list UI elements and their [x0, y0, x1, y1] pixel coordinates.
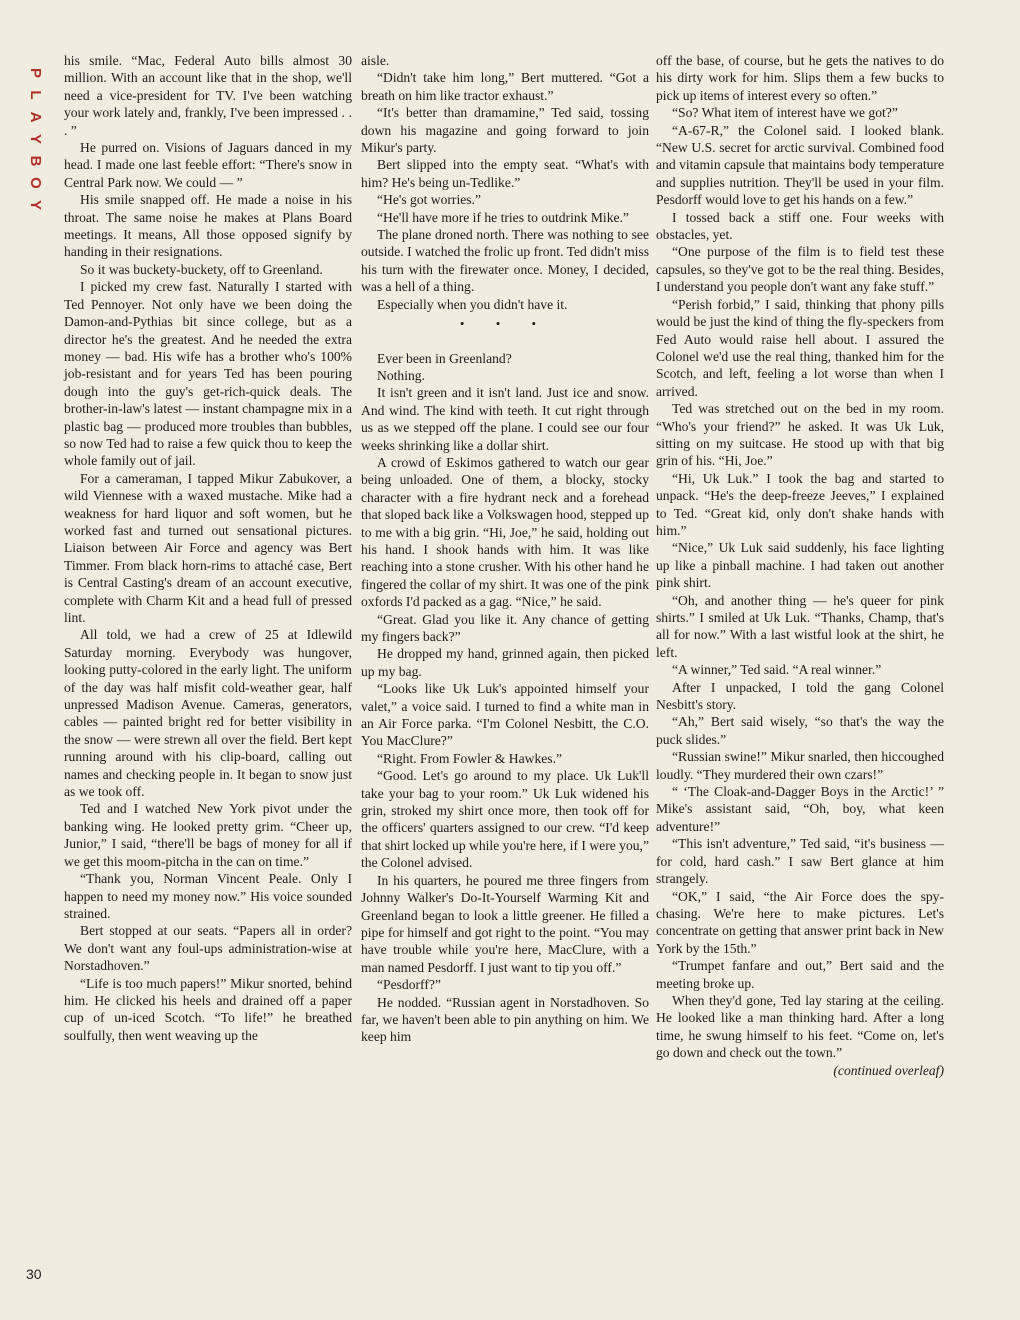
- paragraph: Bert slipped into the empty seat. “What's with him? He's being un-Tedlike.”: [361, 157, 649, 190]
- paragraph: “Trumpet fanfare and out,” Bert said and the meeting broke up.: [656, 958, 944, 991]
- paragraph: “Thank you, Norman Vincent Peale. Only I happen to need my money now.” His voice sounded strained.: [64, 871, 352, 921]
- paragraph: He purred on. Visions of Jaguars danced in my head. I made one last feeble effort: “There's snow in Central Park now. We could — ”: [64, 140, 352, 190]
- text-column-1: [64, 52, 352, 1044]
- paragraph: A crowd of Eskimos gathered to watch our gear being unloaded. One of them, a blocky, stocky character with a fire hydrant neck and a forehead that sloped back like a Volkswagen hood, stepped up to me with a big grin. “Hi, Joe,” he said, holding out his hand. I shook hands with him. It was like reaching into a stone crusher. With his other hand he fingered the collar of my shirt. It was one of the pink oxfords I'd packed as a gag. “Nice,” he said.: [361, 454, 649, 610]
- paragraph: “A winner,” Ted said. “A real winner.”: [672, 662, 882, 678]
- magazine-spine-logo: [14, 62, 50, 216]
- paragraph: Bert stopped at our seats. “Papers all in order? We don't want any foul-ups administration-wise at Norstadhoven.”: [64, 923, 352, 974]
- paragraph: Ever been in Greenland?: [377, 350, 512, 366]
- text-column-2: [361, 52, 649, 1046]
- paragraph: “So? What item of interest have we got?”: [672, 105, 898, 121]
- paragraph: “Russian swine!” Mikur snarled, then hiccoughed loudly. “They murdered their own czars!”: [656, 749, 944, 782]
- paragraph: So it was buckety-buckety, off to Greenland.: [80, 261, 323, 277]
- paragraph: “Perish forbid,” I said, thinking that phony pills would be just the kind of thing the fly-speckers from Fed Auto would raise hell about. I assured the Colonel we'd use the real thing, thanked him for the Scotch, and left, feeling a lot worse than when I arrived.: [656, 296, 944, 399]
- spine-letter: P: [27, 67, 44, 78]
- paragraph: “Right. From Fowler & Hawkes.”: [377, 750, 563, 766]
- paragraph: off the base, of course, but he gets the natives to do his dirty work for him. Slips them a few bucks to pick up items of interest every so often.”: [656, 53, 944, 103]
- paragraph: It isn't green and it isn't land. Just ice and snow. And wind. The kind with teeth. It cut right through us as we stepped off the plane. I could see our four weeks shrinking like a dollar shirt.: [361, 385, 649, 453]
- paragraph: “Hi, Uk Luk.” I took the bag and started to unpack. “He's the deep-freeze Jeeves,” I explained to Ted. “Great kid, only don't shake hands with him.”: [656, 470, 944, 538]
- paragraph: “Looks like Uk Luk's appointed himself your valet,” a voice said. I turned to find a white man in an Air Force parka. “I'm Colonel Nesbitt, the C.O. You MacClure?”: [361, 681, 649, 749]
- spine-letter: L: [27, 90, 44, 100]
- spine-letter: A: [27, 111, 44, 123]
- paragraph: “Life is too much papers!” Mikur snorted, behind him. He clicked his heels and drained off a paper cup of un-iced Scotch. “To life!” he breathed soulfully, then went weaving up the: [64, 975, 352, 1043]
- paragraph: He dropped my hand, grinned again, then picked up my bag.: [361, 646, 649, 679]
- paragraph: In his quarters, he poured me three fingers from Johnny Walker's Do-It-Yourself Warming Kit and Greenland began to look a little greener. He filled a pipe for himself and got right to the point. “You may have trouble while you're here, MacClure, with a man named Pesdorff. I just want to tip you off.”: [361, 872, 649, 975]
- paragraph: He nodded. “Russian agent in Norstadhoven. So far, we haven't been able to pin anything on him. We keep him: [361, 994, 649, 1045]
- paragraph: “Didn't take him long,” Bert muttered. “Got a breath on him like tractor exhaust.”: [361, 70, 649, 103]
- spine-letter: B: [27, 155, 44, 167]
- paragraph: aisle.: [361, 53, 390, 68]
- paragraph: “This isn't adventure,” Ted said, “it's business — for cold, hard cash.” I saw Bert glance at him strangely.: [656, 836, 944, 887]
- paragraph: “Great. Glad you like it. Any chance of getting my fingers back?”: [361, 611, 649, 644]
- paragraph: “A-67-R,” the Colonel said. I looked blank. “New U.S. secret for arctic survival. Combined food and vitamin capsule that maintains body temperature and supplies nutrition. They'll be used in your film. Pesdorff would love to get his hands on a few.”: [656, 122, 944, 208]
- paragraph: I tossed back a stiff one. Four weeks with obstacles, yet.: [656, 209, 944, 243]
- paragraph: “Pesdorff?”: [377, 977, 441, 993]
- paragraph: Especially when you didn't have it.: [377, 296, 568, 312]
- paragraph: “OK,” I said, “the Air Force does the spy-chasing. We're here to make pictures. Let's concentrate on getting that answer print back in New York by the 15th.”: [656, 888, 944, 956]
- paragraph: “ ‘The Cloak-and-Dagger Boys in the Arctic!’ ” Mike's assistant said, “Oh, boy, what keen adventure!”: [656, 784, 944, 834]
- paragraph: “It's better than dramamine,” Ted said, tossing down his magazine and going forward to join Mikur's party.: [361, 105, 649, 156]
- paragraph: All told, we had a crew of 25 at Idlewild Saturday morning. Everybody was hungover, looking putty-colored in the early light. The uniform of the day was half misfit cold-weather gear, half unpressed Madison Avenue. Cameras, generators, cables — painted bright red for better visibility in the snow — were strewn all over the field. Bert kept running around with his clip-board, calling out names and checking people in. It began to snow just as we took off.: [64, 627, 352, 800]
- section-break: • • •: [459, 316, 551, 332]
- page-number: 30: [26, 1266, 42, 1282]
- paragraph: Ted was stretched out on the bed in my room. “Who's your friend?” he asked. It was Uk Luk, sitting on my suitcase. He stood up with that big grin of his. “Hi, Joe.”: [656, 401, 944, 469]
- paragraph: I picked my crew fast. Naturally I started with Ted Pennoyer. Not only have we been doing the Damon-and-Pythias bit since college, but as a director he's the greatest. And he needed the extra money — bad. His wife has a brother who's 100% job-resistant and for years Ted has been pouring dough into the guy's get-rich-quick deals. The brother-in-law's latest — instant champagne mix in a plastic bag — produced more troubles than bubbles, so now Ted had to raise a few quick thou to keep the whole family out of jail.: [64, 279, 352, 469]
- paragraph: His smile snapped off. He made a noise in his throat. The same noise he makes at Plans Board meetings. It means, All those opposed signify by handing in their resignations.: [64, 192, 352, 260]
- spine-letter: Y: [27, 133, 44, 144]
- continued-note: (continued overleaf): [833, 1062, 944, 1078]
- paragraph: “One purpose of the film is to field test these capsules, so they've got to be the real thing. Besides, I understand you people don't want any fake stuff.”: [656, 244, 944, 295]
- paragraph: “Ah,” Bert said wisely, “so that's the way the puck slides.”: [656, 714, 944, 747]
- paragraph: “He'll have more if he tries to outdrink Mike.”: [377, 209, 629, 225]
- paragraph: “He's got worries.”: [377, 192, 481, 208]
- paragraph: Nothing.: [377, 367, 425, 383]
- paragraph: When they'd gone, Ted lay staring at the ceiling. He looked like a man thinking hard. After a long time, he swung himself to his feet. “Come on, let's go down and check out the town.”: [656, 992, 944, 1061]
- paragraph: For a cameraman, I tapped Mikur Zabukover, a wild Viennese with a waxed mustache. Mike had a weakness for hard liquor and soft women, but he worked fast and turned out sensational pictures. Liaison between Air Force and agency was Bert Timmer. From black horn-rims to attaché case, Bert is Central Casting's dream of an account executive, complete with Charm Kit and a head full of pressed lint.: [64, 470, 352, 625]
- paragraph: Ted and I watched New York pivot under the banking wing. He looked pretty grim. “Cheer up, Junior,” I said, “there'll be bags of money for all if we get this moom-pitcha in the can on time.”: [64, 801, 352, 869]
- paragraph: his smile. “Mac, Federal Auto bills almost 30 million. With an account like that in the shop, we'll need a vice-president for TV. I've been watching your work lately and, frankly, I've been impressed . . . ”: [64, 53, 352, 138]
- paragraph: “Good. Let's go around to my place. Uk Luk'll take your bag to your room.” Uk Luk widened his grin, stroked my shirt once more, then took off for the officers' quarters assigned to our crew. “I'd keep that shirt locked up while you're here, if I were you,” the Colonel advised.: [361, 768, 649, 871]
- paragraph: “Oh, and another thing — he's queer for pink shirts.” I smiled at Uk Luk. “Thanks, Champ, that's all for now.” With a last wistful look at the shirt, he left.: [656, 592, 944, 660]
- spine-letter: O: [27, 177, 44, 189]
- paragraph: “Nice,” Uk Luk said suddenly, his face lighting up like a pinball machine. I had taken out another pink shirt.: [656, 540, 944, 591]
- spine-letter: Y: [27, 199, 44, 210]
- text-column-3: [656, 52, 944, 1079]
- paragraph: After I unpacked, I told the gang Colonel Nesbitt's story.: [656, 679, 944, 713]
- paragraph: The plane droned north. There was nothing to see outside. I watched the frolic up front. Ted didn't miss his turn with the firewater once. Money, I decided, was a hell of a thing.: [361, 227, 649, 295]
